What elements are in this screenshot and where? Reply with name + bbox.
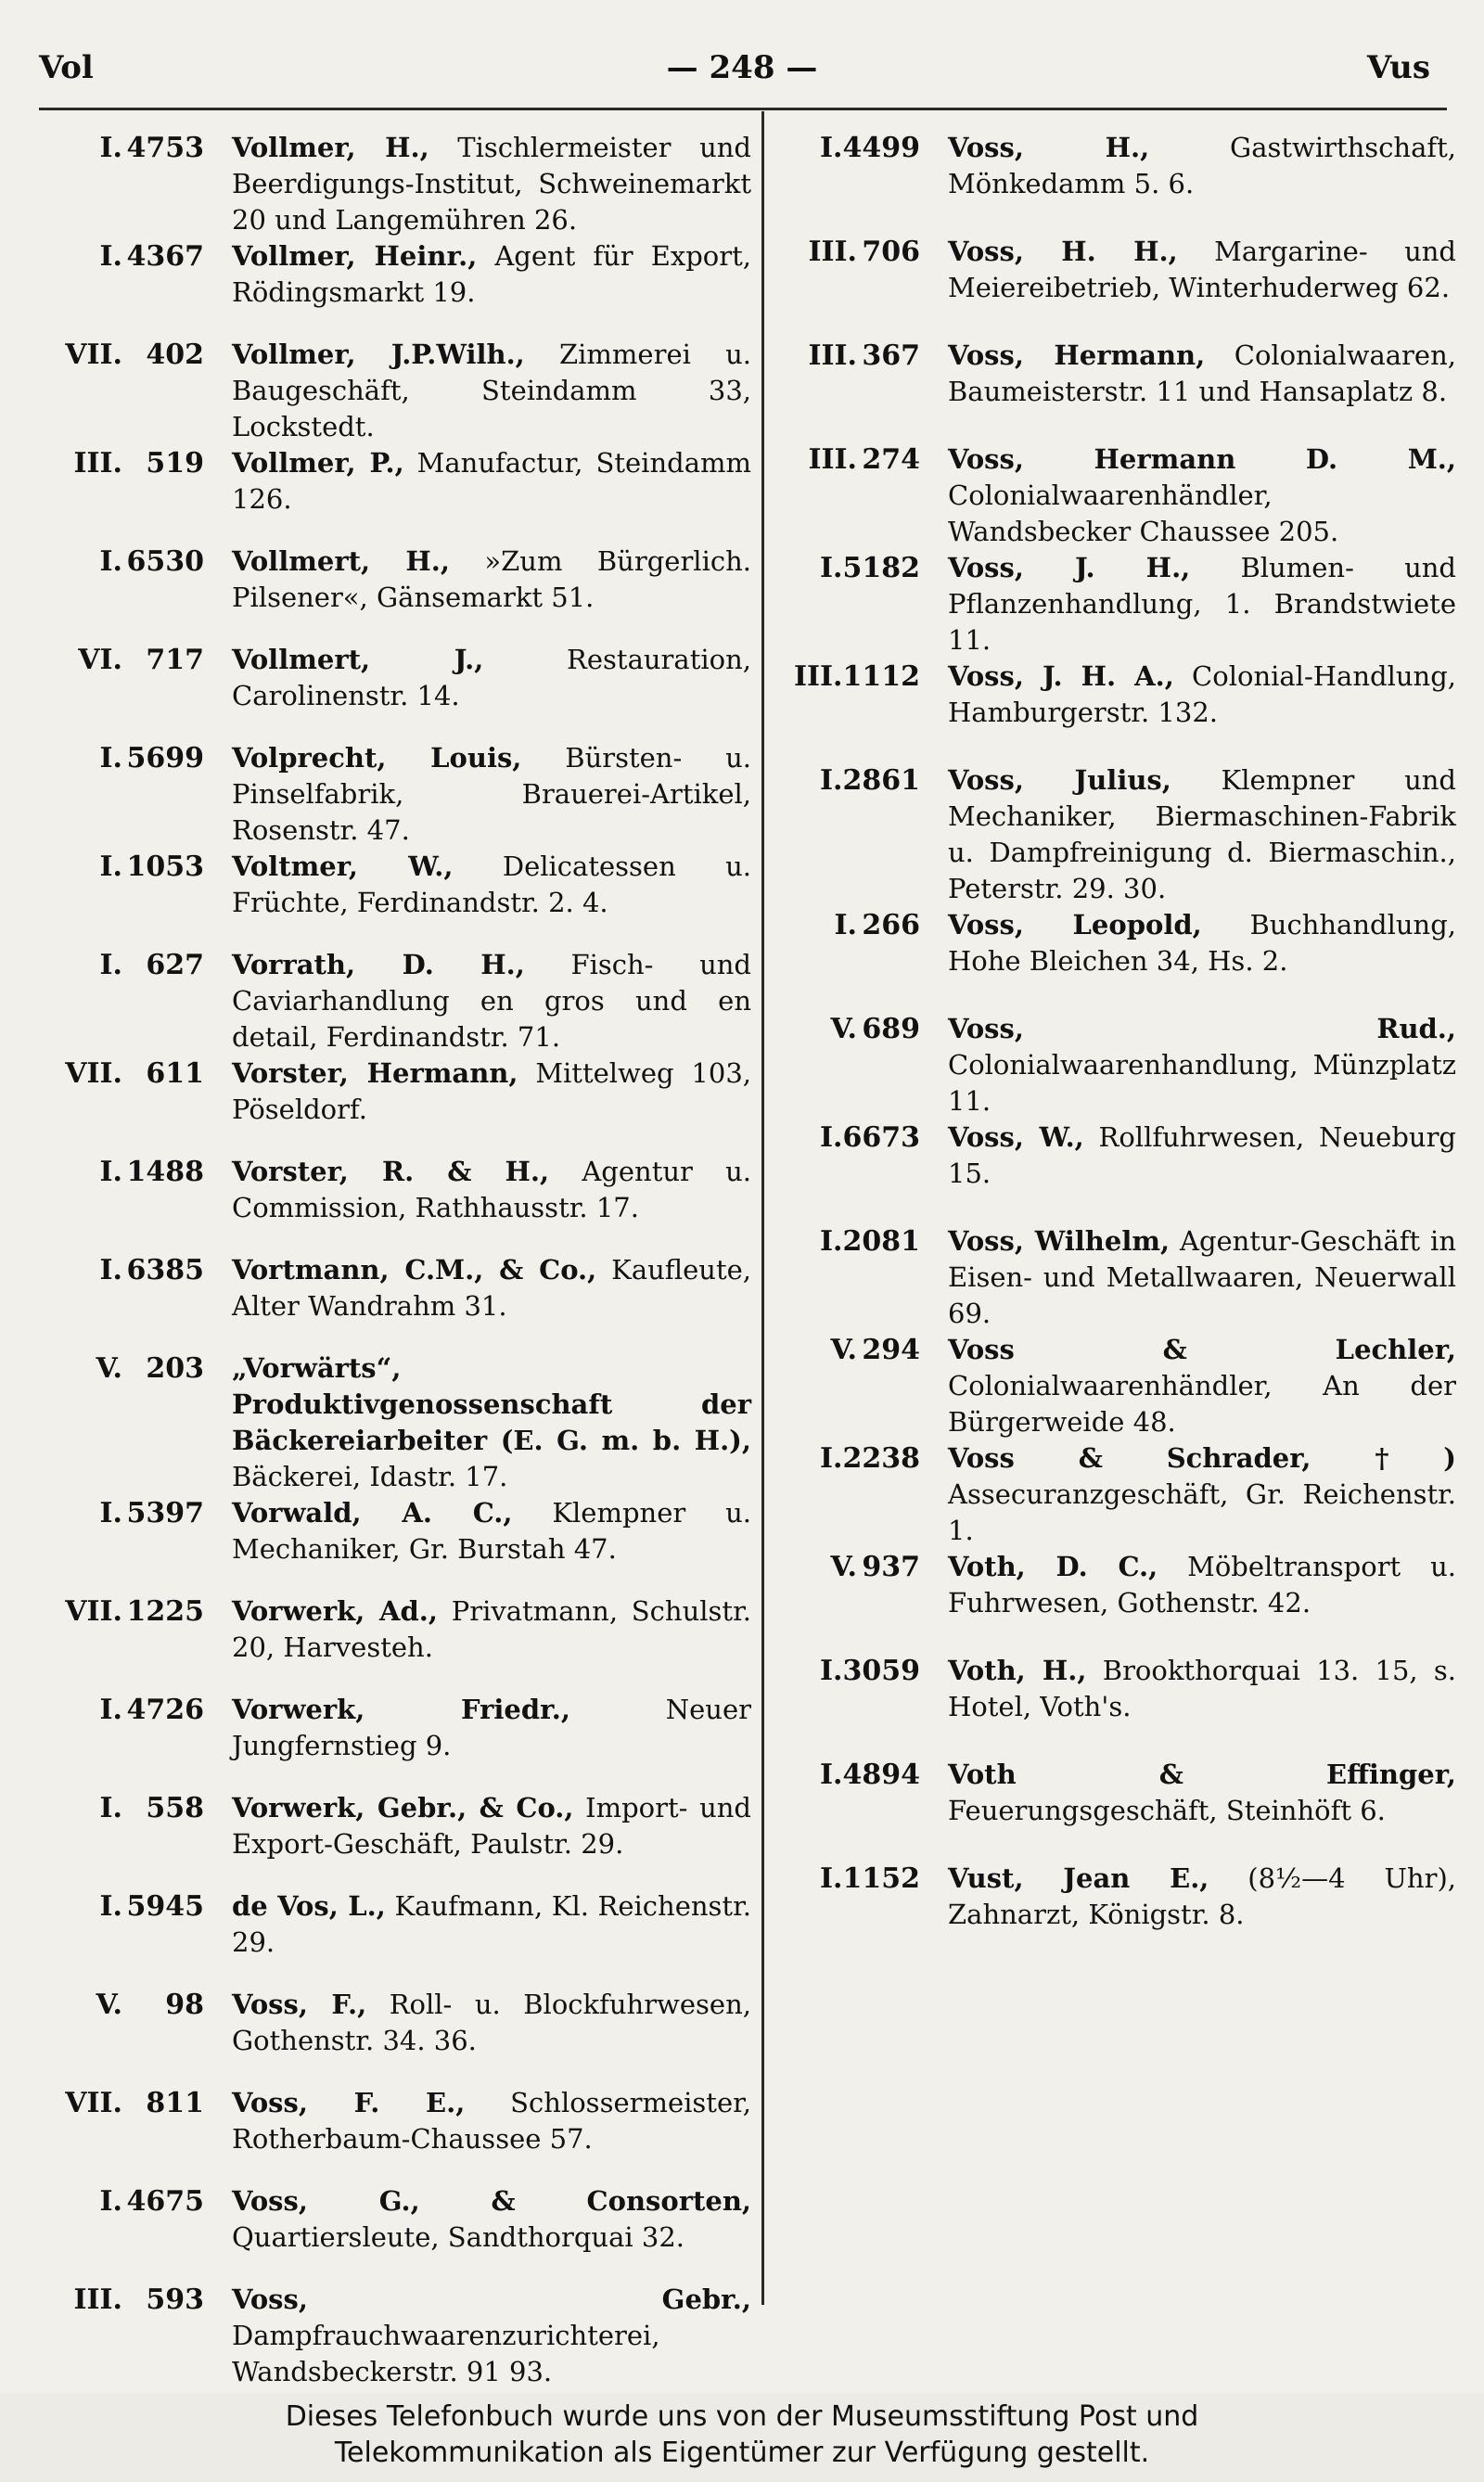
entry-body: [232, 2390, 751, 2393]
subscriber-name: Vorwerk, Ad.,: [232, 1595, 438, 1627]
phone-prefix: [772, 1440, 948, 1477]
subscriber-details: Manufactur, Steindamm 126.: [232, 447, 751, 515]
phone-prefix: [37, 337, 232, 373]
exchange-district: VII.: [65, 1057, 122, 1090]
phone-number: 4753: [126, 132, 204, 164]
phone-prefix: [772, 1757, 948, 1793]
exchange-district: V.: [830, 1334, 857, 1366]
subscriber-name: Voss, Wilhelm,: [948, 1225, 1171, 1257]
subscriber-details: Buchhandlung, Hohe Bleichen 34, Hs. 2.: [948, 909, 1456, 977]
subscriber-name: Voss, F. E.,: [232, 2087, 466, 2118]
entry-body: [232, 1252, 751, 1324]
subscriber-name: Voss & Schrader, †): [948, 1442, 1456, 1474]
exchange-district: VI.: [78, 644, 122, 676]
phone-prefix: [772, 762, 948, 799]
subscriber-details: Colonialwaarenhandlung, Münzplatz 11.: [948, 1049, 1456, 1117]
entry-body: [232, 238, 751, 311]
phone-prefix: [37, 849, 232, 885]
subscriber-details: Bäckerei, Idastr. 17.: [232, 1461, 508, 1492]
subscriber-details: Feuerungsgeschäft, Steinhöft 6.: [948, 1795, 1386, 1826]
exchange-district: I.: [820, 1759, 843, 1791]
subscriber-details: Tischlermeister und Beerdigungs-Institut, Schweinemarkt 20 und Langemühren 26.: [232, 132, 751, 236]
directory-entry: [37, 740, 751, 849]
entry-body: [948, 1653, 1456, 1725]
phone-number: 203: [146, 1352, 204, 1385]
exchange-district: I.: [99, 742, 122, 774]
subscriber-details: Kaufmann, Kl. Reichenstr. 29.: [232, 1890, 751, 1958]
archive-notice-line-2: Telekommunikation als Eigentümer zur Verfügung gestellt.: [334, 2437, 1150, 2469]
phone-prefix: [772, 1011, 948, 1047]
exchange-district: I.: [99, 1254, 122, 1286]
phone-number: 402: [146, 339, 204, 371]
subscriber-details: (8½—4 Uhr), Zahnarzt, Königstr. 8.: [948, 1862, 1456, 1930]
phone-number: 689: [862, 1013, 920, 1045]
entry-body: [948, 1011, 1456, 1119]
exchange-district: I.: [99, 1694, 122, 1726]
subscriber-name: Vorwerk, Gebr., & Co.,: [232, 1792, 574, 1823]
phone-prefix: [772, 1549, 948, 1585]
phone-prefix: [37, 1692, 232, 1728]
phone-number: 717: [146, 644, 204, 676]
directory-entry: [37, 2282, 751, 2390]
phone-prefix: [772, 441, 948, 478]
phone-number: 98: [165, 1989, 204, 2021]
exchange-district: VII.: [65, 339, 122, 371]
phone-number: 3059: [842, 1655, 920, 1687]
phone-number: 706: [862, 236, 920, 268]
exchange-district: III.: [73, 447, 122, 480]
phone-prefix: [37, 544, 232, 580]
directory-entry: [37, 1790, 751, 1888]
entry-body: [948, 338, 1456, 410]
entry-body: [232, 1154, 751, 1226]
subscriber-name: [232, 2392, 458, 2393]
entry-body: [232, 1790, 751, 1862]
directory-entry: [772, 659, 1456, 762]
column-divider: [761, 111, 764, 2305]
phone-prefix: [37, 445, 232, 481]
phone-prefix: [37, 1790, 232, 1826]
entry-body: [232, 1987, 751, 2059]
directory-entry: [772, 234, 1456, 338]
directory-entry: [37, 445, 751, 544]
phone-number: 4367: [126, 240, 204, 273]
subscriber-name: Voltmer, W.,: [232, 851, 454, 882]
directory-entry: [772, 1119, 1456, 1223]
subscriber-name: „Vorwärts“, Produktivgenossenschaft der Bäckereiarbeiter (E. G. m. b. H.),: [232, 1352, 751, 1456]
entry-body: [948, 1332, 1456, 1440]
entry-body: [948, 1757, 1456, 1829]
directory-entry: [37, 2085, 751, 2183]
phone-prefix: [37, 1495, 232, 1531]
entry-body: [232, 1350, 751, 1495]
entry-body: [232, 642, 751, 714]
subscriber-name: Voss, Leopold,: [948, 909, 1202, 940]
phone-number: 558: [146, 1792, 204, 1824]
directory-entry: [772, 550, 1456, 659]
entry-body: [948, 130, 1456, 202]
exchange-district: I.: [820, 1442, 843, 1475]
phone-number: 2238: [842, 1442, 920, 1475]
subscriber-details: Mittelweg 103, Pöseldorf.: [232, 1057, 751, 1125]
entry-body: [948, 1119, 1456, 1192]
directory-entry: [772, 1757, 1456, 1861]
subscriber-name: Voss, Hermann,: [948, 339, 1206, 371]
subscriber-details: Klempner und Mechaniker, Biermaschinen-Fabrik u. Dampfreinigung d. Biermaschin., Peterstr. 29. 30.: [948, 764, 1456, 904]
exchange-district: VII.: [65, 2087, 122, 2119]
subscriber-details: Gastwirthschaft, Mönkedamm 5. 6.: [948, 132, 1457, 199]
subscriber-details: Quartiersleute, Sandthorquai 32.: [232, 2221, 685, 2253]
phone-number: 5182: [842, 552, 920, 584]
phone-number: 2861: [842, 764, 920, 797]
subscriber-details: Neuer Jungfernstieg 9.: [232, 1694, 751, 1761]
phone-number: 266: [862, 909, 920, 941]
entry-body: [232, 544, 751, 616]
exchange-district: V.: [96, 1352, 122, 1385]
directory-entry: [772, 130, 1456, 234]
entry-body: [232, 1692, 751, 1764]
right-column: [772, 130, 1456, 1964]
subscriber-name: Vorwald, A. C.,: [232, 1497, 513, 1529]
phone-prefix: [37, 740, 232, 776]
subscriber-details: Brookthorquai 13. 15, s. Hotel, Voth's.: [948, 1655, 1456, 1722]
subscriber-name: Vollmer, Heinr.,: [232, 240, 478, 272]
subscriber-name: Voss, Julius,: [948, 764, 1171, 796]
subscriber-details: Rollfuhrwesen, Neueburg 15.: [948, 1121, 1456, 1189]
subscriber-name: Vorster, R. & H.,: [232, 1156, 550, 1187]
subscriber-details: Blumen- und Pflanzenhandlung, 1. Brandstwiete 11.: [948, 552, 1456, 656]
directory-entry: [772, 1011, 1456, 1119]
directory-entry: [772, 1440, 1456, 1549]
entry-body: [948, 1223, 1456, 1332]
exchange-district: I.: [99, 240, 122, 273]
phone-number: 5397: [126, 1497, 204, 1529]
header-first-keyword: Vol: [39, 49, 94, 86]
directory-entry: [37, 1350, 751, 1495]
directory-entry: [772, 338, 1456, 441]
exchange-district: I.: [99, 851, 122, 883]
phone-number: 1053: [126, 851, 204, 883]
phone-prefix: [37, 1154, 232, 1190]
phone-number: 4675: [126, 2185, 204, 2218]
entry-body: [232, 445, 751, 518]
subscriber-details: Assecuranzgeschäft, Gr. Reichenstr. 1.: [948, 1478, 1456, 1546]
entry-body: [948, 550, 1456, 659]
directory-entry: [37, 130, 751, 238]
directory-entry: [772, 441, 1456, 550]
entry-body: [948, 441, 1456, 550]
directory-entry: [37, 1692, 751, 1790]
exchange-district: I.: [820, 1655, 843, 1687]
subscriber-details: Klempner u. Mechaniker, Gr. Burstah 47.: [232, 1497, 751, 1565]
subscriber-name: Vollmer, H.,: [232, 132, 429, 163]
directory-entry: [37, 1888, 751, 1987]
entry-body: [948, 1440, 1456, 1549]
phone-prefix: [37, 2390, 232, 2393]
subscriber-details: Bürsten- u. Pinselfabrik, Brauerei-Artikel, Rosenstr. 47.: [232, 742, 752, 846]
exchange-district: I.: [99, 2185, 122, 2218]
phone-number: 2081: [842, 1225, 920, 1258]
subscriber-name: Voss, J. H.,: [948, 552, 1191, 583]
archive-notice: [0, 2399, 1484, 2471]
phone-number: 4499: [842, 132, 920, 164]
entry-body: [232, 337, 751, 445]
directory-entry: [772, 1653, 1456, 1757]
phone-number: 811: [146, 2087, 204, 2119]
subscriber-details: Import- und Export-Geschäft, Paulstr. 29.: [232, 1792, 751, 1860]
exchange-district: I.: [99, 545, 122, 578]
subscriber-name: Volprecht, Louis,: [232, 742, 522, 774]
phone-number: [122, 2390, 232, 2393]
directory-entry: [37, 2390, 751, 2393]
phone-number: 1112: [842, 660, 920, 693]
phone-prefix: [37, 1593, 232, 1630]
phone-number: 1225: [126, 1595, 204, 1628]
directory-entry: [772, 1549, 1456, 1653]
directory-entry: [37, 849, 751, 947]
entry-body: [232, 849, 751, 921]
subscriber-details: Agentur u. Commission, Rathhausstr. 17.: [232, 1156, 751, 1223]
exchange-district: III.: [808, 339, 857, 372]
subscriber-name: de Vos, L.,: [232, 1890, 386, 1922]
subscriber-name: Voth, D. C.,: [948, 1551, 1158, 1582]
phone-prefix: [37, 2085, 232, 2121]
subscriber-details: Fisch- und Caviarhandlung en gros und en detail, Ferdinandstr. 71.: [232, 949, 751, 1053]
entry-body: [232, 1055, 751, 1128]
subscriber-name: Voth, H.,: [948, 1655, 1087, 1686]
archive-notice-line-1: Dieses Telefonbuch wurde uns von der Museumsstiftung Post und: [285, 2400, 1199, 2433]
phone-number: 1488: [126, 1156, 204, 1188]
header-rule: [39, 108, 1447, 110]
exchange-district: VII.: [65, 1595, 122, 1628]
phone-prefix: [37, 238, 232, 275]
phone-prefix: [772, 338, 948, 374]
entry-body: [232, 2183, 751, 2256]
exchange-district: V.: [830, 1551, 857, 1583]
subscriber-name: Voss, Gebr.,: [232, 2284, 751, 2315]
page-number: — 248 —: [666, 49, 818, 86]
phone-number: 367: [862, 339, 920, 372]
exchange-district: I.: [820, 764, 843, 797]
subscriber-name: Voss, Rud.,: [948, 1013, 1456, 1044]
subscriber-details: Agentur-Geschäft in Eisen- und Metallwaaren, Neuerwall 69.: [948, 1225, 1456, 1329]
phone-prefix: [37, 1252, 232, 1288]
phone-number: 627: [146, 949, 204, 981]
phone-number: 4726: [126, 1694, 204, 1726]
exchange-district: III.: [808, 443, 857, 476]
entry-body: [948, 1549, 1456, 1621]
phone-prefix: [772, 1223, 948, 1260]
entry-body: [948, 907, 1456, 979]
exchange-district: I.: [820, 1121, 843, 1154]
entry-body: [948, 234, 1456, 306]
subscriber-name: Voth & Effinger,: [948, 1759, 1456, 1790]
exchange-district: V.: [830, 1013, 857, 1045]
subscriber-details: Privatmann, Schulstr. 20, Harvesteh.: [232, 1595, 751, 1663]
subscriber-details: Kaufleute, Alter Wandrahm 31.: [232, 1254, 751, 1322]
phone-prefix: [772, 1119, 948, 1156]
phone-number: 6530: [126, 545, 204, 578]
directory-entry: [772, 1332, 1456, 1440]
header-last-keyword: Vus: [1366, 49, 1430, 86]
directory-entry: [37, 1495, 751, 1593]
subscriber-name: Vorwerk, Friedr.,: [232, 1694, 570, 1725]
directory-entry: [37, 2183, 751, 2282]
entry-body: [232, 947, 751, 1055]
exchange-district: I.: [834, 909, 857, 941]
subscriber-details: Zimmerei u. Baugeschäft, Steindamm 33, Lockstedt.: [232, 339, 752, 442]
phone-number: 6385: [126, 1254, 204, 1286]
subscriber-details: Colonialwaaren, Baumeisterstr. 11 und Hansaplatz 8.: [948, 339, 1456, 407]
subscriber-details: Colonialwaarenhändler, An der Bürgerweide 48.: [948, 1370, 1456, 1438]
subscriber-name: Voss, F.,: [232, 1989, 367, 2020]
phone-number: 5699: [126, 742, 204, 774]
exchange-district: III.: [808, 236, 857, 268]
phone-number: 294: [862, 1334, 920, 1366]
subscriber-name: Vollmer, J.P.Wilh.,: [232, 339, 525, 370]
subscriber-name: Voss, J. H. A.,: [948, 660, 1174, 692]
subscriber-details: Colonialwaarenhändler, Wandsbecker Chaussee 205.: [948, 480, 1339, 547]
phone-prefix: [772, 1861, 948, 1897]
subscriber-details: Agent für Export, Rödingsmarkt 19.: [232, 240, 751, 308]
subscriber-name: Voss, H. H.,: [948, 236, 1178, 267]
entry-body: [232, 2085, 751, 2157]
directory-entry: [37, 1055, 751, 1154]
entry-body: [948, 762, 1456, 907]
subscriber-details: Dampfrauchwaarenzurichterei, Wandsbeckerstr. 91 93.: [232, 2320, 660, 2387]
subscriber-name: Voss & Lechler,: [948, 1334, 1456, 1365]
page-header: [28, 45, 1456, 100]
exchange-district: V.: [96, 1989, 122, 2021]
subscriber-name: Vorster, Hermann,: [232, 1057, 518, 1089]
directory-entry: [37, 544, 751, 642]
exchange-district: I.: [820, 552, 843, 584]
subscriber-details: »Zum Bürgerlich. Pilsener«, Gänsemarkt 51.: [232, 545, 751, 613]
phone-prefix: [37, 1055, 232, 1092]
phone-prefix: [772, 550, 948, 586]
entry-body: [948, 659, 1456, 731]
phone-number: 593: [146, 2284, 204, 2316]
exchange-district: I.: [820, 1862, 843, 1895]
exchange-district: III.: [73, 2284, 122, 2316]
directory-entry: [772, 907, 1456, 1011]
exchange-district: I.: [99, 1890, 122, 1923]
subscriber-name: Vorrath, D. H.,: [232, 949, 525, 980]
phone-prefix: [37, 947, 232, 983]
phone-prefix: [37, 2282, 232, 2318]
directory-entry: [37, 337, 751, 445]
phone-prefix: [772, 234, 948, 270]
directory-entry: [37, 238, 751, 337]
phone-number: 937: [862, 1551, 920, 1583]
subscriber-details: Möbeltransport u. Fuhrwesen, Gothenstr. 42.: [948, 1551, 1456, 1618]
phone-prefix: [37, 1987, 232, 2023]
subscriber-details: Colonial-Handlung, Hamburgerstr. 132.: [948, 660, 1456, 728]
exchange-district: I.: [99, 132, 122, 164]
subscriber-details: Roll- u. Blockfuhrwesen, Gothenstr. 34. 36.: [232, 1989, 751, 2056]
phone-number: 274: [862, 443, 920, 476]
directory-entry: [772, 1223, 1456, 1332]
phone-prefix: [37, 1350, 232, 1387]
entry-body: [232, 1495, 751, 1567]
entry-body: [232, 1888, 751, 1961]
phone-prefix: [37, 642, 232, 678]
subscriber-name: Voss, W.,: [948, 1121, 1084, 1153]
phone-number: 611: [146, 1057, 204, 1090]
exchange-district: I.: [99, 949, 122, 981]
phone-prefix: [37, 130, 232, 166]
exchange-district: [37, 2390, 122, 2393]
phone-prefix: [37, 2183, 232, 2220]
phone-prefix: [37, 1888, 232, 1925]
entry-body: [232, 2282, 751, 2390]
exchange-district: I.: [99, 1156, 122, 1188]
directory-entry: [37, 1593, 751, 1692]
directory-entry: [37, 1154, 751, 1252]
entry-body: [232, 130, 751, 238]
phone-number: 6673: [842, 1121, 920, 1154]
subscriber-name: Vollmert, H.,: [232, 545, 450, 577]
subscriber-name: Voss, Hermann D. M.,: [948, 443, 1456, 475]
subscriber-name: Voss, G., & Consorten,: [232, 2185, 751, 2217]
phone-prefix: [772, 907, 948, 943]
phone-number: 4894: [842, 1759, 920, 1791]
exchange-district: III.: [793, 660, 843, 693]
subscriber-details: Schlossermeister, Rotherbaum-Chaussee 57.: [232, 2087, 751, 2155]
left-column: [37, 130, 751, 2393]
exchange-district: I.: [99, 1497, 122, 1529]
phone-number: 1152: [842, 1862, 920, 1895]
phone-prefix: [772, 130, 948, 166]
phone-prefix: [772, 1332, 948, 1368]
phone-number: 5945: [126, 1890, 204, 1923]
subscriber-details: Restauration, Carolinenstr. 14.: [232, 644, 751, 711]
directory-entry: [37, 642, 751, 740]
exchange-district: I.: [820, 132, 843, 164]
phone-number: 519: [146, 447, 204, 480]
directory-entry: [772, 1861, 1456, 1964]
subscriber-name: Voss, H.,: [948, 132, 1150, 163]
subscriber-name: Vollmer, P.,: [232, 447, 404, 479]
entry-body: [232, 740, 751, 849]
exchange-district: I.: [820, 1225, 843, 1258]
subscriber-name: Vortmann, C.M., & Co.,: [232, 1254, 597, 1286]
subscriber-name: Vollmert, J.,: [232, 644, 484, 675]
exchange-district: I.: [99, 1792, 122, 1824]
directory-entry: [37, 1252, 751, 1350]
directory-entry: [772, 762, 1456, 907]
phone-prefix: [772, 659, 948, 695]
entry-body: [232, 1593, 751, 1666]
directory-entry: [37, 947, 751, 1055]
subscriber-details: Margarine- und Meiereibetrieb, Winterhuderweg 62.: [948, 236, 1456, 303]
entry-body: [948, 1861, 1456, 1933]
phone-prefix: [772, 1653, 948, 1689]
directory-entry: [37, 1987, 751, 2085]
subscriber-details: Delicatessen u. Früchte, Ferdinandstr. 2. 4.: [232, 851, 752, 918]
subscriber-name: Vust, Jean E.,: [948, 1862, 1209, 1894]
